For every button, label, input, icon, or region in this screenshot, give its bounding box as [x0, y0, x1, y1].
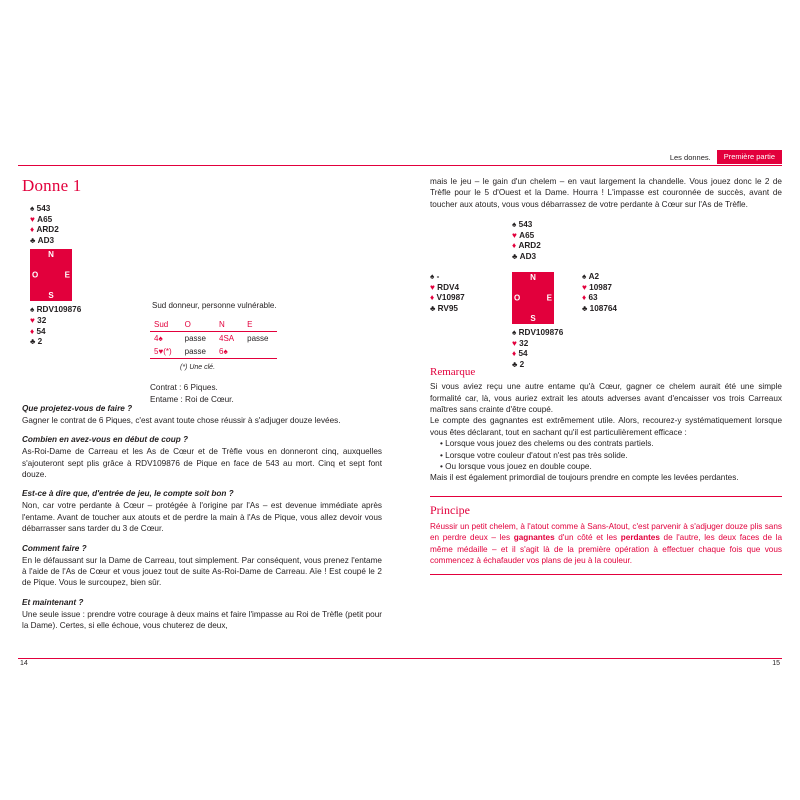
- deal-info: [150, 300, 382, 406]
- diamond-icon: ♦: [30, 326, 35, 336]
- dealer-line: Sud donneur, personne vulnérable.: [152, 301, 277, 310]
- club-icon: ♣: [430, 304, 436, 313]
- compass-south-label: S: [48, 291, 54, 301]
- spade-icon: ♠: [430, 272, 435, 282]
- south-spades: RDV109876: [36, 305, 82, 315]
- left-page-column: [22, 176, 382, 632]
- diamond-icon: ♦: [430, 293, 435, 303]
- answer-2: As-Roi-Dame de Carreau et les As de Cœur et de Trèfle vous en donneront cinq, auxquelles s'ajouteront sept plis grâce à RDV109876 de Pique en face de 543 au mort. Cinq et sept font douze.: [22, 447, 382, 479]
- compass-west-label: O: [32, 270, 39, 280]
- folio-right: 15: [772, 660, 780, 667]
- south-clubs: 2: [37, 337, 43, 347]
- north-clubs: AD3: [519, 252, 537, 261]
- club-icon: ♣: [30, 337, 36, 347]
- bid-header-o: O: [181, 318, 215, 332]
- west-hearts: RDV4: [437, 282, 459, 292]
- north-hand: [512, 220, 541, 262]
- remark-paragraph-3: Mais il est également primordial de toujours prendre en compte les levées perdantes.: [430, 473, 739, 483]
- bid-cell: passe: [184, 334, 206, 343]
- compass-west-label: O: [514, 293, 521, 303]
- question-5: Et maintenant ?: [22, 597, 84, 607]
- club-icon: ♣: [582, 304, 588, 313]
- list-item: • Ou lorsque vous jouez en double coupe.: [440, 461, 782, 472]
- bridge-diagram-left: [22, 204, 382, 404]
- club-icon: ♣: [512, 252, 518, 261]
- bid-cell: 5♥(*): [150, 345, 181, 359]
- list-item: • Lorsque vous jouez des chelems ou des contrats partiels.: [440, 438, 782, 449]
- compass-north-label: N: [48, 250, 54, 260]
- east-clubs: 108764: [589, 304, 617, 313]
- east-hearts: 10987: [589, 282, 612, 292]
- compass-north-label: N: [530, 273, 536, 283]
- diamond-icon: ♦: [30, 225, 35, 235]
- remark-paragraph-2: Le compte des gagnantes est extrêmement utile. Alors, recourez-y systématiquement lorsque vous êtes déclarant, tout en sachant qu'il est particulièrement efficace :: [430, 416, 782, 437]
- remark-bullet-list: [430, 438, 782, 472]
- north-spades: 543: [518, 220, 533, 230]
- principle-bold-1: gagnantes: [513, 533, 555, 543]
- spade-icon: ♠: [582, 272, 587, 282]
- answer-5: Une seule issue : prendre votre courage à deux mains et faire l'impasse au Roi de Trèfle (petit pour la Dame). Certes, si elle échoue, vous chuterez de deux,: [22, 609, 382, 631]
- bridge-diagram-right: [430, 220, 782, 369]
- south-diamonds: 54: [36, 326, 46, 336]
- compass-wrap: [30, 249, 172, 301]
- answer-1: Gagner le contrat de 6 Piques, c'est avant toute chose réussir à s'adjuger douze levées.: [22, 415, 341, 425]
- north-diamonds: ARD2: [36, 225, 59, 235]
- east-hand: [582, 272, 617, 314]
- bid-header-n: N: [215, 318, 243, 332]
- compass-east-label: E: [64, 270, 70, 280]
- diamond-icon: ♦: [512, 241, 517, 251]
- intro-paragraph: mais le jeu – le gain d'un chelem – en vaut largement la chandelle. Vous jouez donc le 2 de Trèfle pour le 5 d'Ouest et la Dame. Hourra ! L'impasse est couronnée de succès, avant de toucher aux atouts, vous vous débarrassez de votre perdante à Cœur sur l'As de Trèfle.: [430, 177, 782, 209]
- club-icon: ♣: [512, 360, 518, 369]
- diamond-icon: ♦: [582, 293, 587, 303]
- bid-cell: 4♠: [154, 334, 163, 343]
- answer-3: Non, car votre perdante à Cœur – protégée à l'origine par l'As – est devenue immédiate après l'entame. Avant de toucher aux atouts et de perdre la main à l'As de Pique, vous allez devoir vous débarrasser sans tarder du 3 de Cœur.: [22, 501, 382, 534]
- south-hearts: 32: [519, 338, 529, 348]
- list-item: • Lorsque votre couleur d'atout n'est pas très solide.: [440, 450, 782, 461]
- west-hand: [430, 272, 465, 314]
- heart-icon: ♥: [30, 315, 35, 325]
- south-hearts: 32: [37, 315, 47, 325]
- question-4: Comment faire ?: [22, 543, 87, 553]
- west-clubs: RV95: [437, 304, 458, 313]
- diamond-icon: ♦: [512, 349, 517, 359]
- question-1: Que projetez-vous de faire ?: [22, 403, 133, 413]
- remark-paragraph-1: Si vous aviez reçu une autre entame qu'à Cœur, gagner ce chelem aurait été une simple formalité car, là, vous auriez extrait les atouts adverses avant d'encaisser vos trois Carreaux maîtres sans crainte d'être coupé.: [430, 382, 782, 415]
- bid-cell: 4SA: [219, 334, 235, 343]
- principle-heading: Principe: [430, 502, 470, 517]
- bidding-table: [150, 318, 277, 359]
- north-hearts: A65: [519, 230, 535, 240]
- heart-icon: ♥: [512, 338, 517, 348]
- bid-cell: passe: [247, 334, 269, 343]
- heart-icon: ♥: [582, 282, 587, 292]
- north-spades: 543: [36, 204, 51, 213]
- table-row: [150, 345, 277, 359]
- header-section-tag: Première partie: [717, 150, 782, 164]
- principle-text-2: d'un côté et les: [554, 533, 621, 543]
- question-3: Est-ce à dire que, d'entrée de jeu, le compte soit bon ?: [22, 489, 234, 499]
- compass-rose: [512, 272, 554, 324]
- folio-left: 14: [20, 660, 28, 667]
- spade-icon: ♠: [512, 220, 517, 230]
- principle-text-3: de l'autre, les deux faces de la même médaille – et il s'agit là de la première opération à effectuer chaque fois que vous commencez à échafauder vos plans de jeu à la couleur.: [430, 533, 783, 566]
- heart-icon: ♥: [430, 282, 435, 292]
- bid-cell: passe: [181, 345, 215, 359]
- north-hand: [30, 204, 172, 246]
- spade-icon: ♠: [30, 305, 35, 315]
- compass-wrap: [512, 272, 554, 324]
- spade-icon: ♠: [30, 204, 35, 213]
- heart-icon: ♥: [30, 214, 35, 224]
- heart-icon: ♥: [512, 230, 517, 240]
- header-rule: [18, 165, 782, 166]
- principle-box: [430, 496, 782, 575]
- bid-header-e: E: [243, 318, 277, 332]
- bid-footnote: (*) Une clé.: [180, 364, 216, 371]
- lead-line: Entame : Roi de Cœur.: [150, 395, 234, 404]
- south-spades: RDV109876: [518, 328, 564, 338]
- table-row: [150, 332, 277, 346]
- compass-south-label: S: [530, 314, 536, 324]
- bid-header-sud: Sud: [150, 318, 181, 332]
- qa-section: [22, 404, 382, 632]
- bid-cell: 6♠: [215, 345, 243, 359]
- principle-text-1: Réussir un petit chelem, à l'atout comme à Sans-Atout, c'est parvenir à s'adjuger douze plis sans en perdre deux – les: [430, 521, 782, 543]
- south-clubs: 2: [519, 360, 525, 369]
- answer-4: En le défaussant sur la Dame de Carreau, tout simplement. Par conséquent, vous prenez l'entame à l'aide de l'As de Cœur et vous jouez tout de suite As-Roi-Dame de Carreau. Aïe ! Est coupé le 2 de Pique. Vous le surcoupez, bien sûr.: [22, 555, 382, 588]
- spade-icon: ♠: [512, 328, 517, 338]
- west-diamonds: V10987: [436, 293, 465, 303]
- west-spades: -: [436, 272, 440, 282]
- remark-heading: Remarque: [430, 366, 476, 379]
- footer-rule: [18, 658, 782, 659]
- page-header: [18, 150, 782, 164]
- compass-rose: [30, 249, 72, 301]
- north-clubs: AD3: [37, 235, 55, 245]
- bid-cell: [243, 345, 277, 359]
- contract-line: Contrat : 6 Piques.: [150, 383, 218, 392]
- club-icon: ♣: [30, 235, 36, 245]
- header-left-label: Les donnes.: [669, 152, 711, 162]
- right-page-column: [430, 176, 782, 575]
- principle-bold-2: perdantes: [620, 533, 660, 543]
- east-diamonds: 63: [588, 293, 598, 303]
- south-diamonds: 54: [518, 349, 528, 359]
- north-hearts: A65: [37, 214, 53, 224]
- east-spades: A2: [588, 272, 600, 282]
- north-diamonds: ARD2: [518, 241, 541, 251]
- principle-text: [430, 521, 782, 567]
- page-title: Donne 1: [22, 176, 82, 195]
- compass-east-label: E: [546, 293, 552, 303]
- south-hand: [512, 328, 563, 370]
- question-2: Combien en avez-vous en début de coup ?: [22, 435, 189, 445]
